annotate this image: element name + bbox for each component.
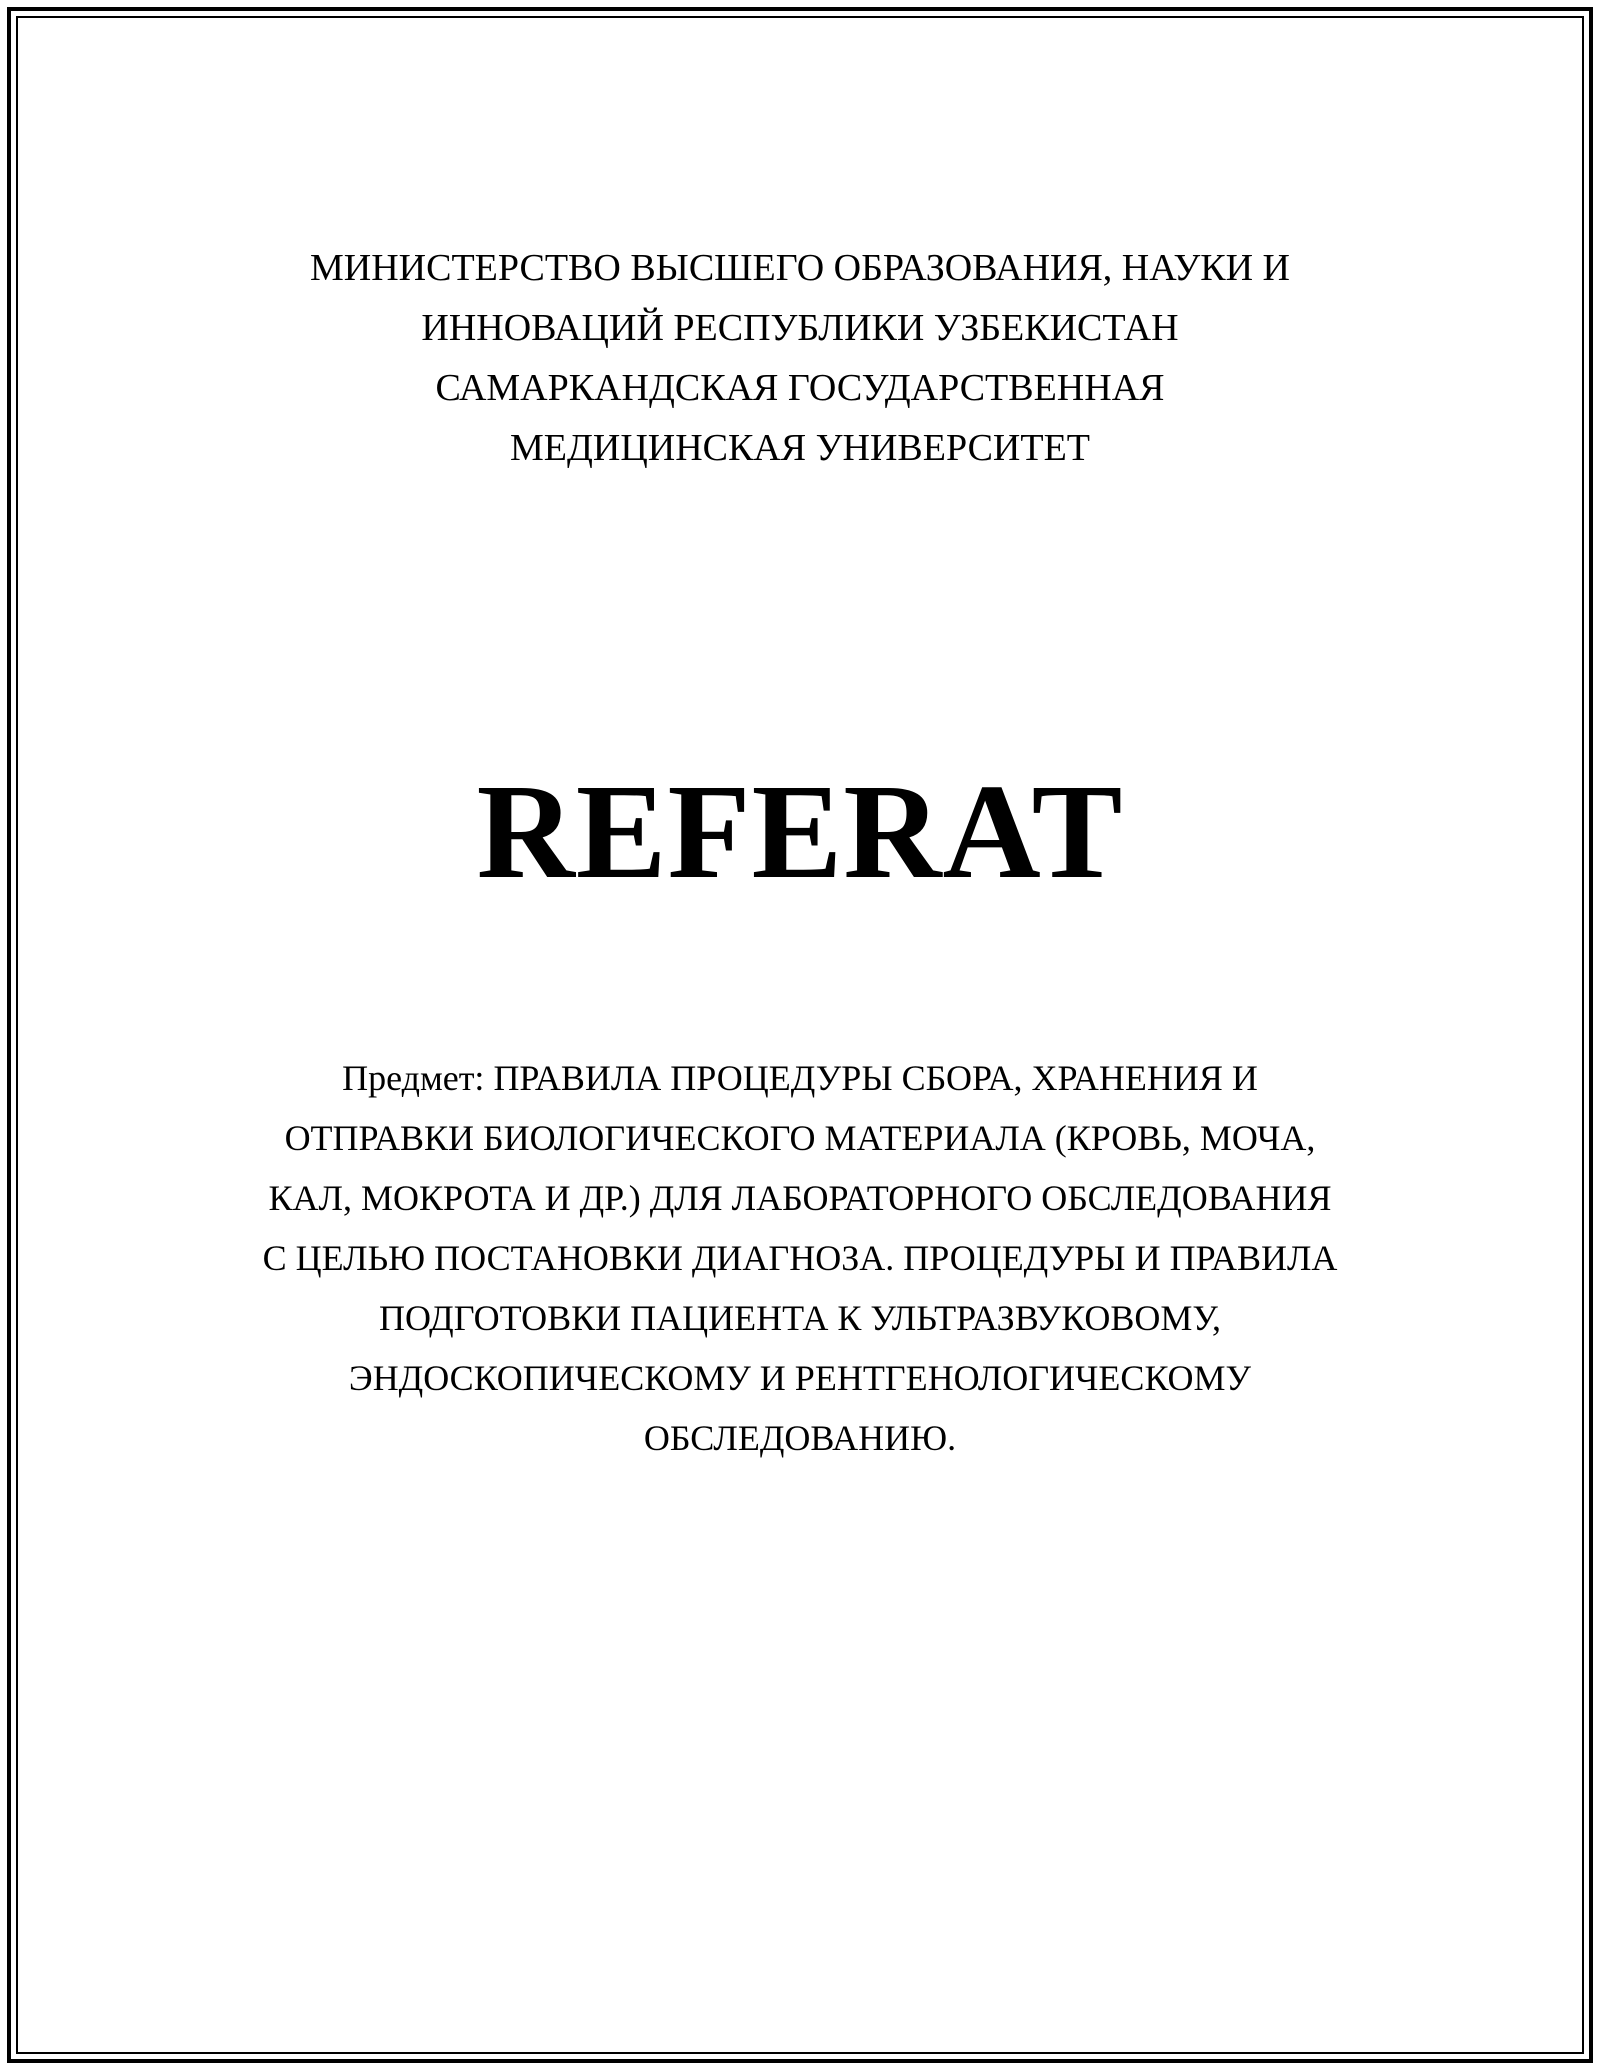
subject-description [180,1048,1420,1468]
institution-header [200,238,1400,478]
document-title: REFERAT [476,757,1124,907]
subject-line: ПОДГОТОВКИ ПАЦИЕНТА К УЛЬТРАЗВУКОВОМУ, [378,1298,1222,1338]
header-line-republic: ИННОВАЦИЙ РЕСПУБЛИКИ УЗБЕКИСТАН [421,307,1179,349]
subject-line: ЭНДОСКОПИЧЕСКОМУ И РЕНТГЕНОЛОГИЧЕСКОМУ [348,1358,1252,1398]
subject-line: КАЛ, МОКРОТА И ДР.) ДЛЯ ЛАБОРАТОРНОГО ОБСЛЕДОВАНИЯ [268,1178,1332,1218]
subject-line: ОТПРАВКИ БИОЛОГИЧЕСКОГО МАТЕРИАЛА (КРОВЬ, МОЧА, [284,1118,1316,1158]
subject-line: Предмет: ПРАВИЛА ПРОЦЕДУРЫ СБОРА, ХРАНЕНИЯ И [342,1058,1258,1098]
subject-line: С ЦЕЛЬЮ ПОСТАНОВКИ ДИАГНОЗА. ПРОЦЕДУРЫ И ПРАВИЛА [262,1238,1338,1278]
header-line-university-type: МЕДИЦИНСКАЯ УНИВЕРСИТЕТ [509,427,1091,469]
header-line-university: САМАРКАНДСКАЯ ГОСУДАРСТВЕННАЯ [435,367,1165,409]
subject-line: ОБСЛЕДОВАНИЮ. [643,1418,957,1458]
header-line-ministry: МИНИСТЕРСТВО ВЫСШЕГО ОБРАЗОВАНИЯ, НАУКИ И [310,247,1290,289]
